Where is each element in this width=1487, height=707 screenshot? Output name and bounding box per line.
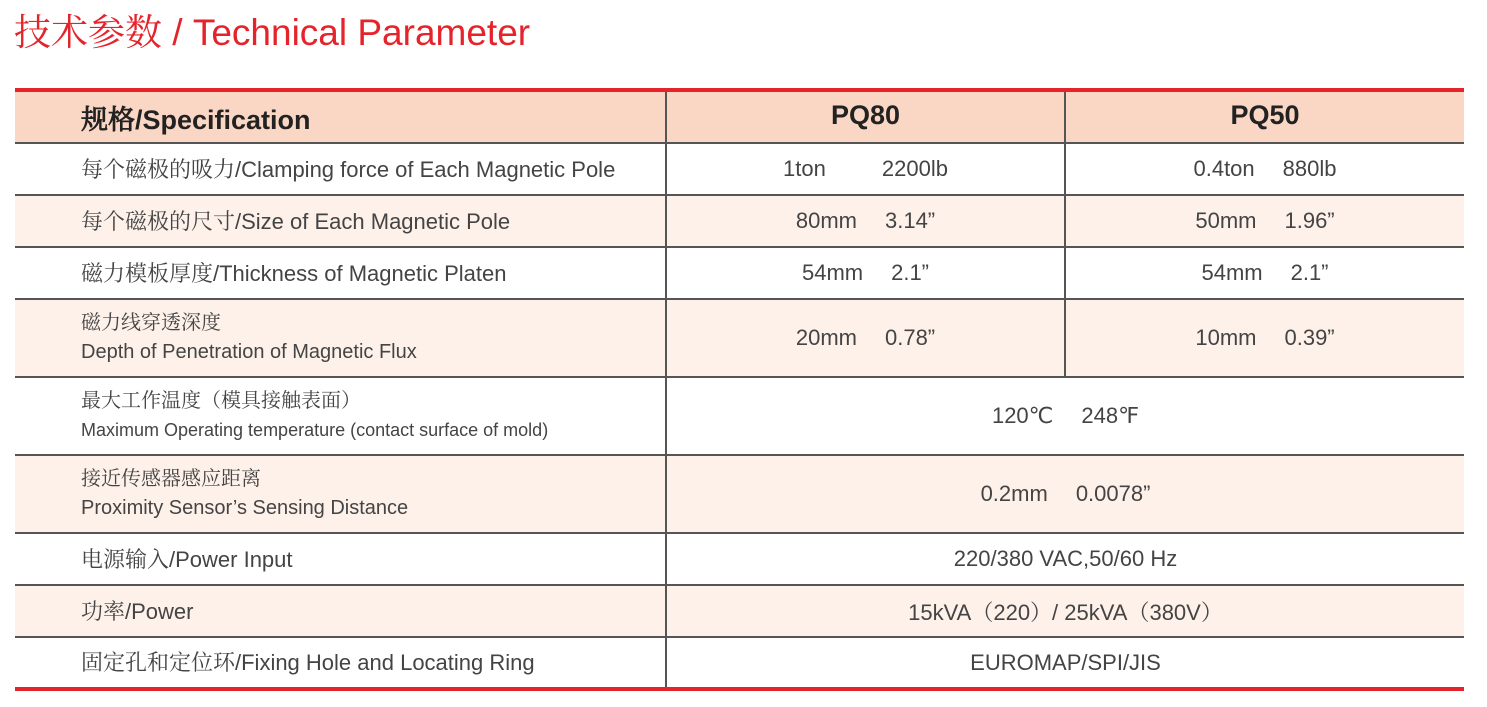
- shared-value: EUROMAP/SPI/JIS: [666, 637, 1464, 689]
- technical-parameter-table: [15, 88, 1464, 691]
- row-label-cn: 磁力线穿透深度: [81, 312, 221, 334]
- row-label: [15, 299, 666, 377]
- shared-value: 120℃ 248℉: [666, 377, 1464, 455]
- row-label: 磁力模板厚度/Thickness of Magnetic Platen: [15, 247, 666, 299]
- row-label-en: Depth of Penetration of Magnetic Flux: [81, 341, 417, 363]
- table-row: [15, 247, 1464, 299]
- shared-value: 0.2mm 0.0078”: [666, 455, 1464, 533]
- table-header-row: [15, 90, 1464, 143]
- row-label-cn: 接近传感器感应距离: [81, 468, 261, 490]
- row-label: 每个磁极的尺寸/Size of Each Magnetic Pole: [15, 195, 666, 247]
- shared-value: 15kVA（220）/ 25kVA（380V）: [666, 585, 1464, 637]
- pq50-value: 50mm 1.96”: [1065, 195, 1464, 247]
- pq50-value: 0.4ton 880lb: [1065, 143, 1464, 195]
- row-label: [15, 377, 666, 455]
- row-label-cn: 最大工作温度（模具接触表面）: [81, 390, 361, 412]
- table-row: [15, 455, 1464, 533]
- row-label: 电源输入/Power Input: [15, 533, 666, 585]
- row-label-en: Proximity Sensor’s Sensing Distance: [81, 497, 409, 519]
- row-label: [15, 455, 666, 533]
- shared-value: 220/380 VAC,50/60 Hz: [666, 533, 1464, 585]
- pq80-value: 54mm 2.1”: [666, 247, 1065, 299]
- pq50-value: 54mm 2.1”: [1065, 247, 1464, 299]
- header-pq80: PQ80: [666, 90, 1065, 143]
- table-row: [15, 143, 1464, 195]
- header-pq50: PQ50: [1065, 90, 1464, 143]
- pq80-value: 1ton 2200lb: [666, 143, 1065, 195]
- pq80-value: 80mm 3.14”: [666, 195, 1065, 247]
- table-row: [15, 585, 1464, 637]
- row-label: 功率/Power: [15, 585, 666, 637]
- table-row: [15, 637, 1464, 689]
- row-label-en: Maximum Operating temperature (contact surface of mold): [81, 420, 549, 440]
- table-row: [15, 533, 1464, 585]
- row-label: 固定孔和定位环/Fixing Hole and Locating Ring: [15, 637, 666, 689]
- page-title: 技术参数 / Technical Parameter: [14, 12, 531, 53]
- header-specification: 规格/Specification: [15, 90, 666, 143]
- table-row: [15, 299, 1464, 377]
- table-row: [15, 377, 1464, 455]
- row-label: 每个磁极的吸力/Clamping force of Each Magnetic Pole: [15, 143, 666, 195]
- pq50-value: 10mm 0.39”: [1065, 299, 1464, 377]
- pq80-value: 20mm 0.78”: [666, 299, 1065, 377]
- table-row: [15, 195, 1464, 247]
